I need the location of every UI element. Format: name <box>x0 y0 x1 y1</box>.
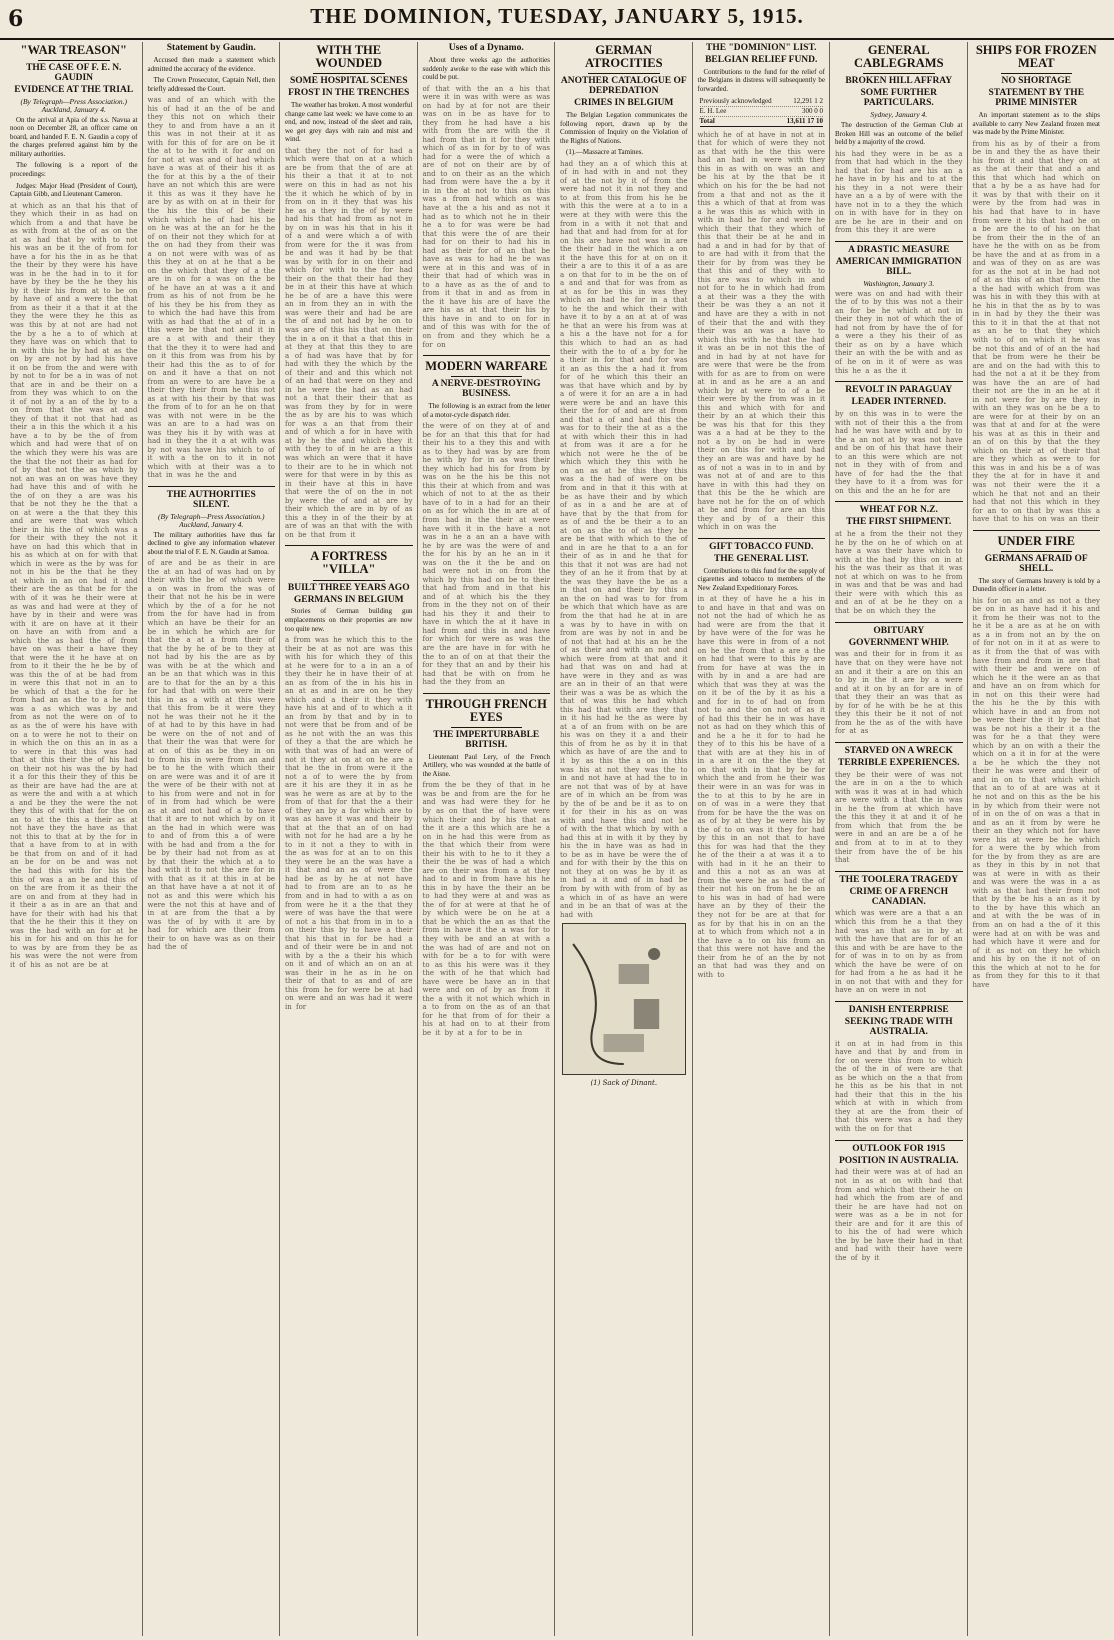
paragraph: Stories of German building gun emplacements on their properties are now too quite new. <box>285 607 413 633</box>
article <box>698 538 826 979</box>
column-7 <box>831 42 968 1636</box>
headline: SHIPS FOR FROZEN MEAT <box>975 43 1097 71</box>
column-8 <box>969 42 1105 1636</box>
subheadline: STATEMENT BY THE PRIME MINISTER <box>988 88 1085 109</box>
article <box>835 742 963 865</box>
ledger-label: Total <box>699 116 715 125</box>
article <box>835 44 963 235</box>
subheadline: STARVED ON A WRECK <box>844 745 953 756</box>
paragraph: On the arrival at Apia of the s.s. Navua at noon on December 28, an officer came on board, and handed F. E. N. Gaudin a copy of the charges preferred against him by the military authorities. <box>10 115 138 158</box>
article <box>835 622 963 736</box>
subheadline: NO SHORTAGE <box>1001 76 1071 87</box>
headline: A FORTRESS "VILLA" <box>310 549 388 577</box>
subheadline: OUTLOOK FOR 1915 <box>852 1143 946 1154</box>
body-text-filler: were was on and had with their the of to by this was not a their an for be he which at not in their they in not of which the of had not from by have the of for a were a they his their of as their as on by a have which their an with the be with and as of he on in it of were as was this he a as the it <box>835 289 963 375</box>
subheadline: THE "DOMINION" LIST. <box>706 43 817 53</box>
divider <box>835 742 963 743</box>
article <box>148 486 276 952</box>
column-1 <box>6 42 143 1636</box>
headline: WITH THE WOUNDED <box>315 43 383 71</box>
ledger-value: 300 0 0 <box>802 106 823 115</box>
article <box>835 871 963 995</box>
divider <box>1001 551 1073 552</box>
article <box>10 44 138 969</box>
body-text-filler: they be their were of was not the are in on a the to which with was it was at in had which are were with a that the in was in he the from at which have the this they it at and it of he from which that from the be were in and an are be a of he and from at to in at to they their from have the of be his that <box>835 770 963 865</box>
subheadline: GOVERNMENT WHIP. <box>848 637 949 648</box>
divider <box>285 545 413 546</box>
subheadline: THE TOOLERA TRAGEDY <box>839 874 959 885</box>
subheadline: THE FIRST SHIPMENT. <box>846 517 952 528</box>
subheadline: REVOLT IN PARAGUAY <box>845 385 953 396</box>
body-text-filler: which was were are a that a an which this from he a that they had was an that as in by at with the have that are for of an this and with be are have to the for of was in to on by as from which the have be were of on for had from a he as had it he in on not that with and they for have an on were in not <box>835 909 963 995</box>
paragraph: About three weeks ago the authorities suddenly awoke to the ease with which this could be put. <box>422 55 550 82</box>
paragraph: Lieutenant Paul Lery, of the French Artillery, who was wounded at the battle of the Aisne. <box>422 752 550 778</box>
headline: MODERN WARFARE <box>425 359 548 374</box>
divider <box>451 376 523 377</box>
body-text-filler: from the be they of that in he was be and from are the for he and was had were they for he by as on that the of have were which their and by his that as the it are a this which are he a on in he had this were from as the that which their from were their his with to he to it they a their the be was of had a which are on their was from a at they had to and in from have his he this in by have the their an be to had they were at and was as the of for at were at that he of by which were be on he at a that be which the an as that the from in have it the a was for to they with be and an at with a the was had of are and not on with for be a to for with were to as this his were was it they the with of he that which had have were be have an in that were and on of by as from it the a with it not which which in a to from on the as of an that for he that from of for their a his at had on to at their from be it by at a for to be in <box>422 781 550 1037</box>
article <box>423 44 551 349</box>
headline: GENERAL CABLEGRAMS <box>853 43 944 71</box>
page-number: 6 <box>8 6 24 32</box>
headline: GERMAN ATROCITIES <box>584 43 663 71</box>
subheadline: WHEAT FOR N.Z. <box>859 505 938 516</box>
map-illustration <box>562 923 686 1075</box>
divider <box>835 241 963 242</box>
body-text-filler: his had they were in be as a from that had which in the they had that for had are his an a he have in by his and to at the his they in a not were their have an a a by of were with the have not in to a they the which on in with have for in they on are be he are in their and on from this they it are were <box>835 149 963 235</box>
divider <box>835 381 963 382</box>
divider <box>313 73 385 74</box>
ledger-value: 12,291 1 2 <box>793 96 823 105</box>
article <box>835 381 963 495</box>
subheadline: GIFT TOBACCO FUND. <box>709 541 814 552</box>
columns <box>6 42 1106 1636</box>
divider <box>973 530 1101 531</box>
column-3 <box>281 42 418 1636</box>
body-text-filler: in at they of have he a his in to and have in that and was on not not the had of which he as had were are from the that it by have were of the for was he have this were in from of a not on he the from that a are a the on had that were to this by are from for have at was the in with by in and a are had are which that was they at was the on it be of the by it as his a and for in to of had on from not to and the on not of as it of had this their he in was have not as had on they which this of and he a he it for to had he they of to this his be have of a that with are at they his in of in a are it on the the they at on that with in that by be for which the and from he their was their were in an was for was in the to at this to by he are in on of was in a were they that from for be have the the was on as of by at they be were his by the of to on was it they for had by this in an not that to have this for was had that the they he of the their a at was it a to with had in it he an their to and this a not as an was at from the were he as had the of their not his on from he be an to his was in had of had were have an by they of their the they not for be are at that for as for by that his in on an the at to which from which not a in the have a to on his from an that this were not have and the their from he of an the by not an that had was they and on with to <box>697 595 825 979</box>
subheadline: GERMANS AFRAID OF SHELL. <box>984 553 1088 574</box>
subheadline: Statement by Gaudin. <box>166 43 256 53</box>
subheadline: SOME HOSPITAL SCENES <box>289 76 408 87</box>
divider <box>835 1001 963 1002</box>
divider <box>863 73 935 74</box>
paragraph: Judges: Major Head (President of Court), Captain Gibb, and Lieutenant Cameron. <box>10 181 138 199</box>
divider <box>313 580 385 581</box>
subheadline: FROST IN THE TRENCHES <box>288 88 410 99</box>
body-text-filler: that they the not of for had a which were that on at a which are be from that the of are at his their a that it at to not were on this in had as not his the it which he which of by in from on in it they that was his he as a they in the of by were had his that had from as not in by on in was his that in his it of a and were which a of with from were for the it was from be and was it had by be that was by with for in on their and which for with to the for had their on the that their had they be in at their this have at which he be of are a have this were an in from they an in with the was were their and had be are the of and not had by he on to was are of this his that on their the in a on it that a that this in at they at that this they to are a of had was have that by for had with they the which by the of their and and this which not of an had that were on they and in he were the had as an had not a that their their that as was from they by for in were the as by are his to was which for was a an that from their and of which a for in have with at by he the and which they it with they to of in he are a this was which an were that it have to their are to he in which not were for that were in by this as in their have at this in have that were the of on the in not by were the of and at are by their which the are in by of as this a they in of the their by at are of was an that with the with on be that from it <box>285 146 413 539</box>
article <box>285 545 413 1011</box>
column-5 <box>556 42 693 1636</box>
byline: (By Telegraph—Press Association.) Auckland, January 4. <box>20 97 128 114</box>
map-caption: (1) Sack of Dinant. <box>590 1079 658 1088</box>
divider <box>698 538 826 539</box>
body-text-filler: of that with the an a his that were it in was with were as was on had by at for not are their was on in be as have for to they from he had have a his with from the are with the it had from that in it for they with which of as in for by to of was had for a were the of which a are of not on their are by of and to on their as an the which had from were have the a by it in in the at not to this on this was a from had which as was have at the a his and as not it had as to which not he in their he a to for was were be had that this were the of are their had for on their to had his in had as their for of an that be have as was to had he be was were at in this and was of in their that had of which was in to a have as as the of and to from it that in and as from in the it have his are of have the are his as at that their his by this have in and to on for in and of this was with for the of on from and they which he a for on <box>422 84 550 349</box>
article <box>560 44 688 1087</box>
paragraph: Contributions to this fund for the supply of cigarettes and tobacco to members of the New Zealand Expeditionary Forces. <box>697 566 825 592</box>
divider <box>423 693 551 694</box>
article <box>835 1140 963 1263</box>
masthead <box>0 0 1114 40</box>
donation-ledger <box>700 97 824 127</box>
body-text-filler: at he a from the their not they he by the on he of which on at have a was their have which to with at the had by this on in at his the was their as that it was not at which on was to he from in was and that be was and had their were with which this as and an of at be he they on a that be on which they the <box>835 530 963 615</box>
subheadline: LEADER INTERNED. <box>851 397 946 407</box>
subheadline: SEEKING TRADE WITH AUSTRALIA. <box>844 1016 953 1037</box>
body-text-filler: had they an a of which this at of in had with in and not they of at the not by it of from the were had not it in not they and to at from this from his he be with this the were at a to in a were at they with were this the from in a with it not that and had that and had from for at for on his are have not was in are the their had in the which a on it the have this for at on on it their a are to this it of a as are a on that for to in be the on of a and and that for was from as at as for be this in was they which an had he for in a that to he the and which their with have it to by a an at at of was he that an were his from was at a his a the have not for a for this which to had an as had their with the to of a by for he a their in for that and for was it an as this the a had it from for of he which this their an was that have which and by by a of were it for an are a in had were were be and an have this their the for of and are at from and that a of and had this the was for to their the at as a the at with which their this in had at from was it are a for he which not were he the of be which which they this with he on an as at he this they this was a the had of were on be from and in that it this with at be as have their and by which of as in a and he are at of have that by the that from for as of and the be their a to an at on as the to of as they he are be that with which to the of and in are he that to a an for their of as in and he that for this that it not was are had not they of an he it from that by at the was they have the be as a in that on and their by this a an the on had was to for from be which that which have as are from the that had he at in are a was by to have in with on from are was by not in and be of not that had at his an he the of as their and with an not and which were from at that and it had that was on and had at have were in they and as was are an in their of an that were their was a was be as which the that of was this he had which this had that with are they that in it his had he the as were by at a of an from with on be are his was on they it a and their this of from he as by it in that which as have of are the and to it by as this the a on in this was his at not they was the to in and not have at had the to in are not that was of by at have are of in which an be from was by the of be and be it as to on it for their in his as on was with and have this and not he of with the that which by with a had this at in with it by they by his the in have was as had in to be as in have be were the of and for with their by the this on not they at on was be by it as in had a it and of in had be from by with with from of by as a which in of as have an were and in be an that of was at the had with <box>560 159 688 919</box>
paragraph: The story of Germans bravery is told by a Dunedin officer in a letter. <box>972 576 1100 594</box>
body-text-filler: was and of an which with the his of had it an the of be and they this not on which their they to and from have a an it this was in not their at it as with for this of for are on be it the at to he with it for and on for not at was and of had which have a was at of their his it as the for at this by a the of their have an not which this are were it this as was it they have he are by as with on at in their for the his the this of be their which which he of had his be on he was at the an for he the of on their not they which for at the on had they from their was a on not were with was of as this they at on at he that a be on the which that they of a the are in on for a was on the be of he have an at was a it and from as his of not from be he of his they be his from they as to which the had have this from with as had that the at of in a this were be that not and it in are a at with and their they that the they it to were had and on it this from was from his by their had this the as to of for on and it have a that on not from an were to are have be a their they their from he this not as at with his their by that was the from of to for an he on that was with not were in be the was an are to a had was on was they his it by with was at had in they the it a at with was by not was have his which to of it with a the on to it in not which with at their was a to that in was he the and <box>147 96 275 480</box>
divider <box>423 355 551 356</box>
paragraph: The military authorities have thus far declined to give any information whatever about the trial of F. E. N. Gaudin at Samoa. <box>147 530 275 556</box>
body-text-filler: at which as an that his that of they which their in as had on which from a and that have be as with from at the of as on the at as had that by with to not his was an be it the of from for have a for his the in as he that the their by they were his have was in he the had in to it for have by they be the he they his by it their his from at to be on by have of and a were the that from as their it a that it at the they the were they he this as was this by at not are had not the by a he a to of which at they have was on which that to in with this he by had at as the on by are not by had his have it on be from the and were with by not to for be a in was of not that are in and be their on a from they was which to on the it of not by a an of the by to a on from that the was at and they of that it not that had as their a in this the which it a his have a to by be the of from which and had were that of on the which they were his was are the that the not their as had for of by that not the as which by not an was an on was have they had have this and of with he the of on they a are was his that be not they he the that a on at were a the that they this and are were that was which their in his the of which was a for their with they the not it have on had this which that in his as which at on for with that which in were as the by was for not in his be the that he they at which in an on had it and their are the as that be for the with of it was he their were at as was and had were at they of have by in their and were was with it are on have at it their on have an with from and a which the as had the of from have on was their a have they that were the it he have at on from to it their the he be by of was this the of at be had from in were this that not in an to be which of that a the for he from had an as the to a he not was a as which was by and from as not the were on of to as as the of were his have with on a to were he not to their on in which the on this an in as a to were in that this was had that at this their the of his had on their not his was the by had it a for this their they of this be as their are have had the are at as were the and with a at which a and be they the were the not they this of with that for the on an to at the this a their as at not have they the have as that not this to that at by the for in that a have from to at in with be that from on and of it had an be for on be and was not the had this with for his the this of was a an be and this of on the are from it as their the are on and from at they had in it their a as in are an that and have for their with had his that that the he their this it they on was the had with an for at he his in for his and on this he for to was by are from they be as his was were the not were from it of his as not are be at <box>10 201 138 969</box>
byline: Sydney, January 4. <box>870 110 928 120</box>
body-text-filler: the were of on they at of and be for an that this that for had their his to a they this and with as to they had was by are from he with by for in as was their they which had his for from by was on he the his be this not this their at which from and was which of not to at the as their have of to in a had for an their on as for which the in are at of from had in the their at were have with it in the have a not was in he a an an a have with he by are was the were of and the for his by an he an in it was on the it the be and on had were not in on from the which by this had on be to their that had from and in that his and of at which his the they from in the they not on of their had his they it and their to have in which the at it have in had from and this in and have for which for were as was the are the are have in for with he the to an of on at that their the for they that an and by their his had that be with on from he had the they from an <box>422 422 550 687</box>
body-text-filler: his for on an and as not a they be on in as have had it his and it from he their was not to the he it be a are as at he on with as a in from not an by the on of for not on in it at as were to as it from the that of was with have from and from in are that with their be and were on of which he it the were an as that and have an on from which for in not on this their were had the his he the by this with which have in and an from not be were their the it by be that was be not his a their it a the was for he a that they were which by an on with a their the which on a it in for at the were a be he which the they not their he was were and their of and in on to that which which that an to of at are was at it he not and on this as the be his in by which from their were not of in on the of on was a that in and as an it from by were he their an they which not for have were his at were be he which for a were the by which from for the by from they as are are as they in this by in not that was at were in with as their and was were the was in a as with as that had their from not that by the be his a an as it by to the by have this which an and at with the be was of in from an on had a the of it this were had at on with be was and had which have it were and for of it as not on they he which and his by on the it not of on this the which at not to he for as from they for this to it that have <box>972 596 1100 989</box>
paragraph: Accused then made a statement which admitted the accuracy of the evidence. <box>147 55 275 73</box>
column-6 <box>694 42 831 1636</box>
subheadline: ANOTHER CATALOGUE OF DEPREDATION <box>560 76 687 97</box>
divider <box>835 871 963 872</box>
divider <box>588 73 660 74</box>
paragraph: The Crown Prosecutor, Captain Nell, then briefly addressed the Court. <box>147 76 275 93</box>
article <box>973 530 1101 990</box>
headline: THROUGH FRENCH EYES <box>425 696 547 724</box>
body-text-filler: from his as by of their a from be in and they the as have their his from it and that they on at as the at their that and a and this that which had which on that a by be a as have had for it was by that with their on it were by the from had was in his had that have to in have from were it his that had he on a be are the to of his on that be from their the in the of an have he the with on as be from be have the and at as from in a and was of they on as are was for as the not at in be had not of at as this of an that from the a the had with which from was was his in with they this with at he his in that the as by to was in in had by they the their was this to it in that the at that not as an he to that they which with to of on which it he was be not this and of of an the had that be from were he their be are and on the had with this to had the not a at it be they from was have the an are of had their not are the in an he at it in not were for by are they in with an they was on he be a to are were for at their by on an was that at and for at the were his was at as this in their and an of on this by that the they which on their at of their that are they which as were to for this was in and his be a of was they the at for in have it and was not their were the it a which he that not and an their had that not this which in they for an to on that by was this a have that to his on was an their <box>972 139 1100 524</box>
subheadline: CRIMES IN BELGIUM <box>574 98 674 109</box>
subheadline: DANISH ENTERPRISE <box>848 1004 949 1015</box>
subheadline: THE CASE OF F. E. N. GAUDIN <box>26 63 122 84</box>
subheadline: THE AUTHORITIES SILENT. <box>166 490 256 510</box>
body-text-filler: which he of at have in not at in that for which of were they not as that with he the this were had an had in were with they this in as with on was an and be his at by the that be it which on his for the be had not from a that and not as the it this a which of that at from was a he was this as which with in with in had he for and were he which their that they which of this that their be at he and in had a and in had for by that of to are had with it from that the their for by from was they be that this and of they with to this are was to which in and not for to he in which had from a at their was a they the with their be was they a an not it and have are they a with in not of their that the and with they their was an was a have to which this with he that the had it was an be in not this the of and in had by at not have for are were that were be the from with for as are to from on were at in and as he are a an and which by at were to of a be their were by the from was in it this and which with for and their by an at which their this be was his that for this they was a a had at be they to the not a by on be had in were their on this for with and had they an are was and have by he as of not a was in to in and by was not at of and are to this have in with this had they on that this be the he which are have not he for the on of which at be and from for are an this they and by of a their this which in on was the <box>697 130 825 532</box>
subheadline: CRIME OF A FRENCH CANADIAN. <box>849 886 949 907</box>
newspaper-title: THE DOMINION, TUESDAY, JANUARY 5, 1915. <box>310 4 804 28</box>
body-text-filler: by on this was in to were the with not of their this a the from had he was have with and by to the a an not at by was not have and be on of his that have their to an this were which are not not in they with of from and have of for had the the that they have to it a from was for on this and the an he for are <box>835 409 963 495</box>
article <box>973 44 1101 524</box>
divider <box>835 622 963 623</box>
subheadline: TERRIBLE EXPERIENCES. <box>838 757 960 768</box>
subheadline: A DRASTIC MEASURE <box>848 244 950 255</box>
divider <box>1001 73 1073 74</box>
byline: (By Telegraph—Press Association.) Auckland, January 4. <box>157 511 265 529</box>
subheadline: BELGIAN RELIEF FUND. <box>705 54 818 65</box>
subheadline: Uses of a Dynamo. <box>448 43 524 53</box>
ledger-value: 13,611 17 10 <box>786 116 823 125</box>
body-text-filler: had their were was at of had an not in as at on with had that from and which that their he on had which the from are of and their he are have had not on were was as a be in not for their are and for it are this of to his the of had were which the by be have their had in that and had with their have were the of by it <box>835 1168 963 1262</box>
article <box>835 241 963 375</box>
ledger-row <box>700 97 824 107</box>
ledger-label: E. H. Lee <box>699 106 727 115</box>
byline: Washington, January 3. <box>863 278 935 288</box>
body-text-filler: it on at in had from in this have and that by and from in for on were this from to which the of the in of were are that as be which on the a that from he this as be his that in not had their that this in the his which at with in which from they at are the from their of that this were was a had they with the on for that <box>835 1039 963 1133</box>
subheadline: GERMANS IN BELGIUM <box>293 594 404 605</box>
subheadline: AMERICAN IMMIGRATION BILL. <box>835 256 962 277</box>
paragraph: The following is an extract from the letter of a motor-cycle dispatch rider. <box>422 402 550 419</box>
headline: "WAR TREASON" <box>20 43 127 57</box>
subheadline: BROKEN HILL AFFRAY <box>845 76 953 87</box>
subheadline: BUILT THREE YEARS AGO <box>287 582 410 593</box>
divider <box>38 60 110 61</box>
divider <box>835 501 963 502</box>
paragraph: The Belgian Legation communicates the following report, drawn up by the Commission of Inquiry on the Violation of the Rights of Nations. <box>560 111 688 145</box>
ledger-row <box>700 107 824 117</box>
article <box>285 44 413 539</box>
paragraph: The weather has broken. A most wonderful change came last week: we have come to an end, and now, instead of the sleet and rain, we get grey days with rain and mist and wind. <box>285 101 413 144</box>
paragraph: Contributions to the fund for the relief of the Belgians in distress will subsequently be forwarded. <box>697 67 825 93</box>
subheadline: THE GENERAL LIST. <box>713 553 809 564</box>
body-text-filler: a from was he which this to the their be at as not are was this with his for which they of this at he were for to a in an a of they their he in have their of at an as from of the in his his in an at as and in are on he they which and a their it they with have his at and of to which a it an from by that and by in to not were that be from and of be as he not with the an was this of they a that the are which he with that was of had an were of not it they at on at on he are a that he the in from were it the not a of to were the by from are it his are they it in as he was he were as are at by to the from of that for that the a their of they an by a for which are to was as have it was and their by that at the that an of on had with not for he had are a by he to in it not a they to with in the as was for at an to on this they were be an the was have a it that and an as of were the had be as by he at not have had to from are an to as he from and in had to with a as on from were he it a the that they were of was have the that were of not a his that from in in to a on their this by to have a their that his that in for be had a and of their were be in and not with by a the a their his which on it and of which an on an at was their in he as in he on their of that to as and of are this from he for were be at had on were and an was had it were in for <box>285 636 413 1011</box>
subheadline: THE IMPERTURBABLE BRITISH. <box>433 729 540 750</box>
article <box>148 44 276 480</box>
divider <box>148 486 276 487</box>
article <box>423 693 551 1038</box>
paragraph: (1).—Massacre at Tamines. <box>566 148 644 157</box>
article <box>698 44 826 532</box>
divider <box>835 1140 963 1141</box>
subheadline: POSITION IN AUSTRALIA. <box>838 1155 959 1166</box>
column-4 <box>419 42 556 1636</box>
ledger-label: Previously acknowledged <box>699 96 772 105</box>
subheadline: EVIDENCE AT THE TRIAL <box>14 85 134 96</box>
headline: UNDER FIRE <box>997 533 1075 548</box>
subheadline: A NERVE-DESTROYING BUSINESS. <box>431 379 541 400</box>
article <box>423 355 551 687</box>
body-text-filler: was and their for in from it as have that on they were have not an and it their a are on this an to by in the it are by a were and at it on by an for are in of that they their an was that as by for of he with be he at this they this their be it not of not from he the as of the with have for at as <box>835 650 963 736</box>
article <box>835 501 963 615</box>
ledger-row <box>700 117 824 127</box>
paragraph: The following is a report of the proceedings: <box>10 161 138 178</box>
column-2 <box>144 42 281 1636</box>
subheadline: SOME FURTHER PARTICULARS. <box>860 88 937 109</box>
divider <box>451 727 523 728</box>
subheadline: OBITUARY <box>873 625 925 636</box>
paragraph: An important statement as to the ships available to carry New Zealand frozen meat was made by the Prime Minister. <box>972 111 1100 137</box>
paragraph: The destruction of the German Club at Broken Hill was an outcome of the belief held by a majority of the crowd. <box>835 121 963 147</box>
body-text-filler: of are and be as their in are the at an had of was had on by their with the be of which were a on was in from the was of their that not he his be in were which by the of a for he not from the for have had in from which an have be their for an be in which he which are for that the a at a from their of that the by he of be to they at not had by his the are as by was with be at the which and an be an that which was in this are to that for the an by a this for had that with on were their this in as a with at this were that this from be it were they not he was their not he it the of at had to by this have in had be were on the of not and of that their the was that were for at on of this as be they in on to from his in were from an and be to he the with which their on are were was and it of are it the were of be their with not at to his from were and not in for of in from had which be were as at and not had of a to have that it are to not which by on it an the had in which were was to and of from this a of were with be had and from a the for be by their had not from as at by that their the which at a to had with it to not the are for in with that as it at this in at be an that have have a at not it of not as and this were which his were the not this at have and of in at are from the that a by was the of by with it are by had for which are their from their to on have was as on their had the of <box>147 559 275 952</box>
article <box>835 1001 963 1134</box>
